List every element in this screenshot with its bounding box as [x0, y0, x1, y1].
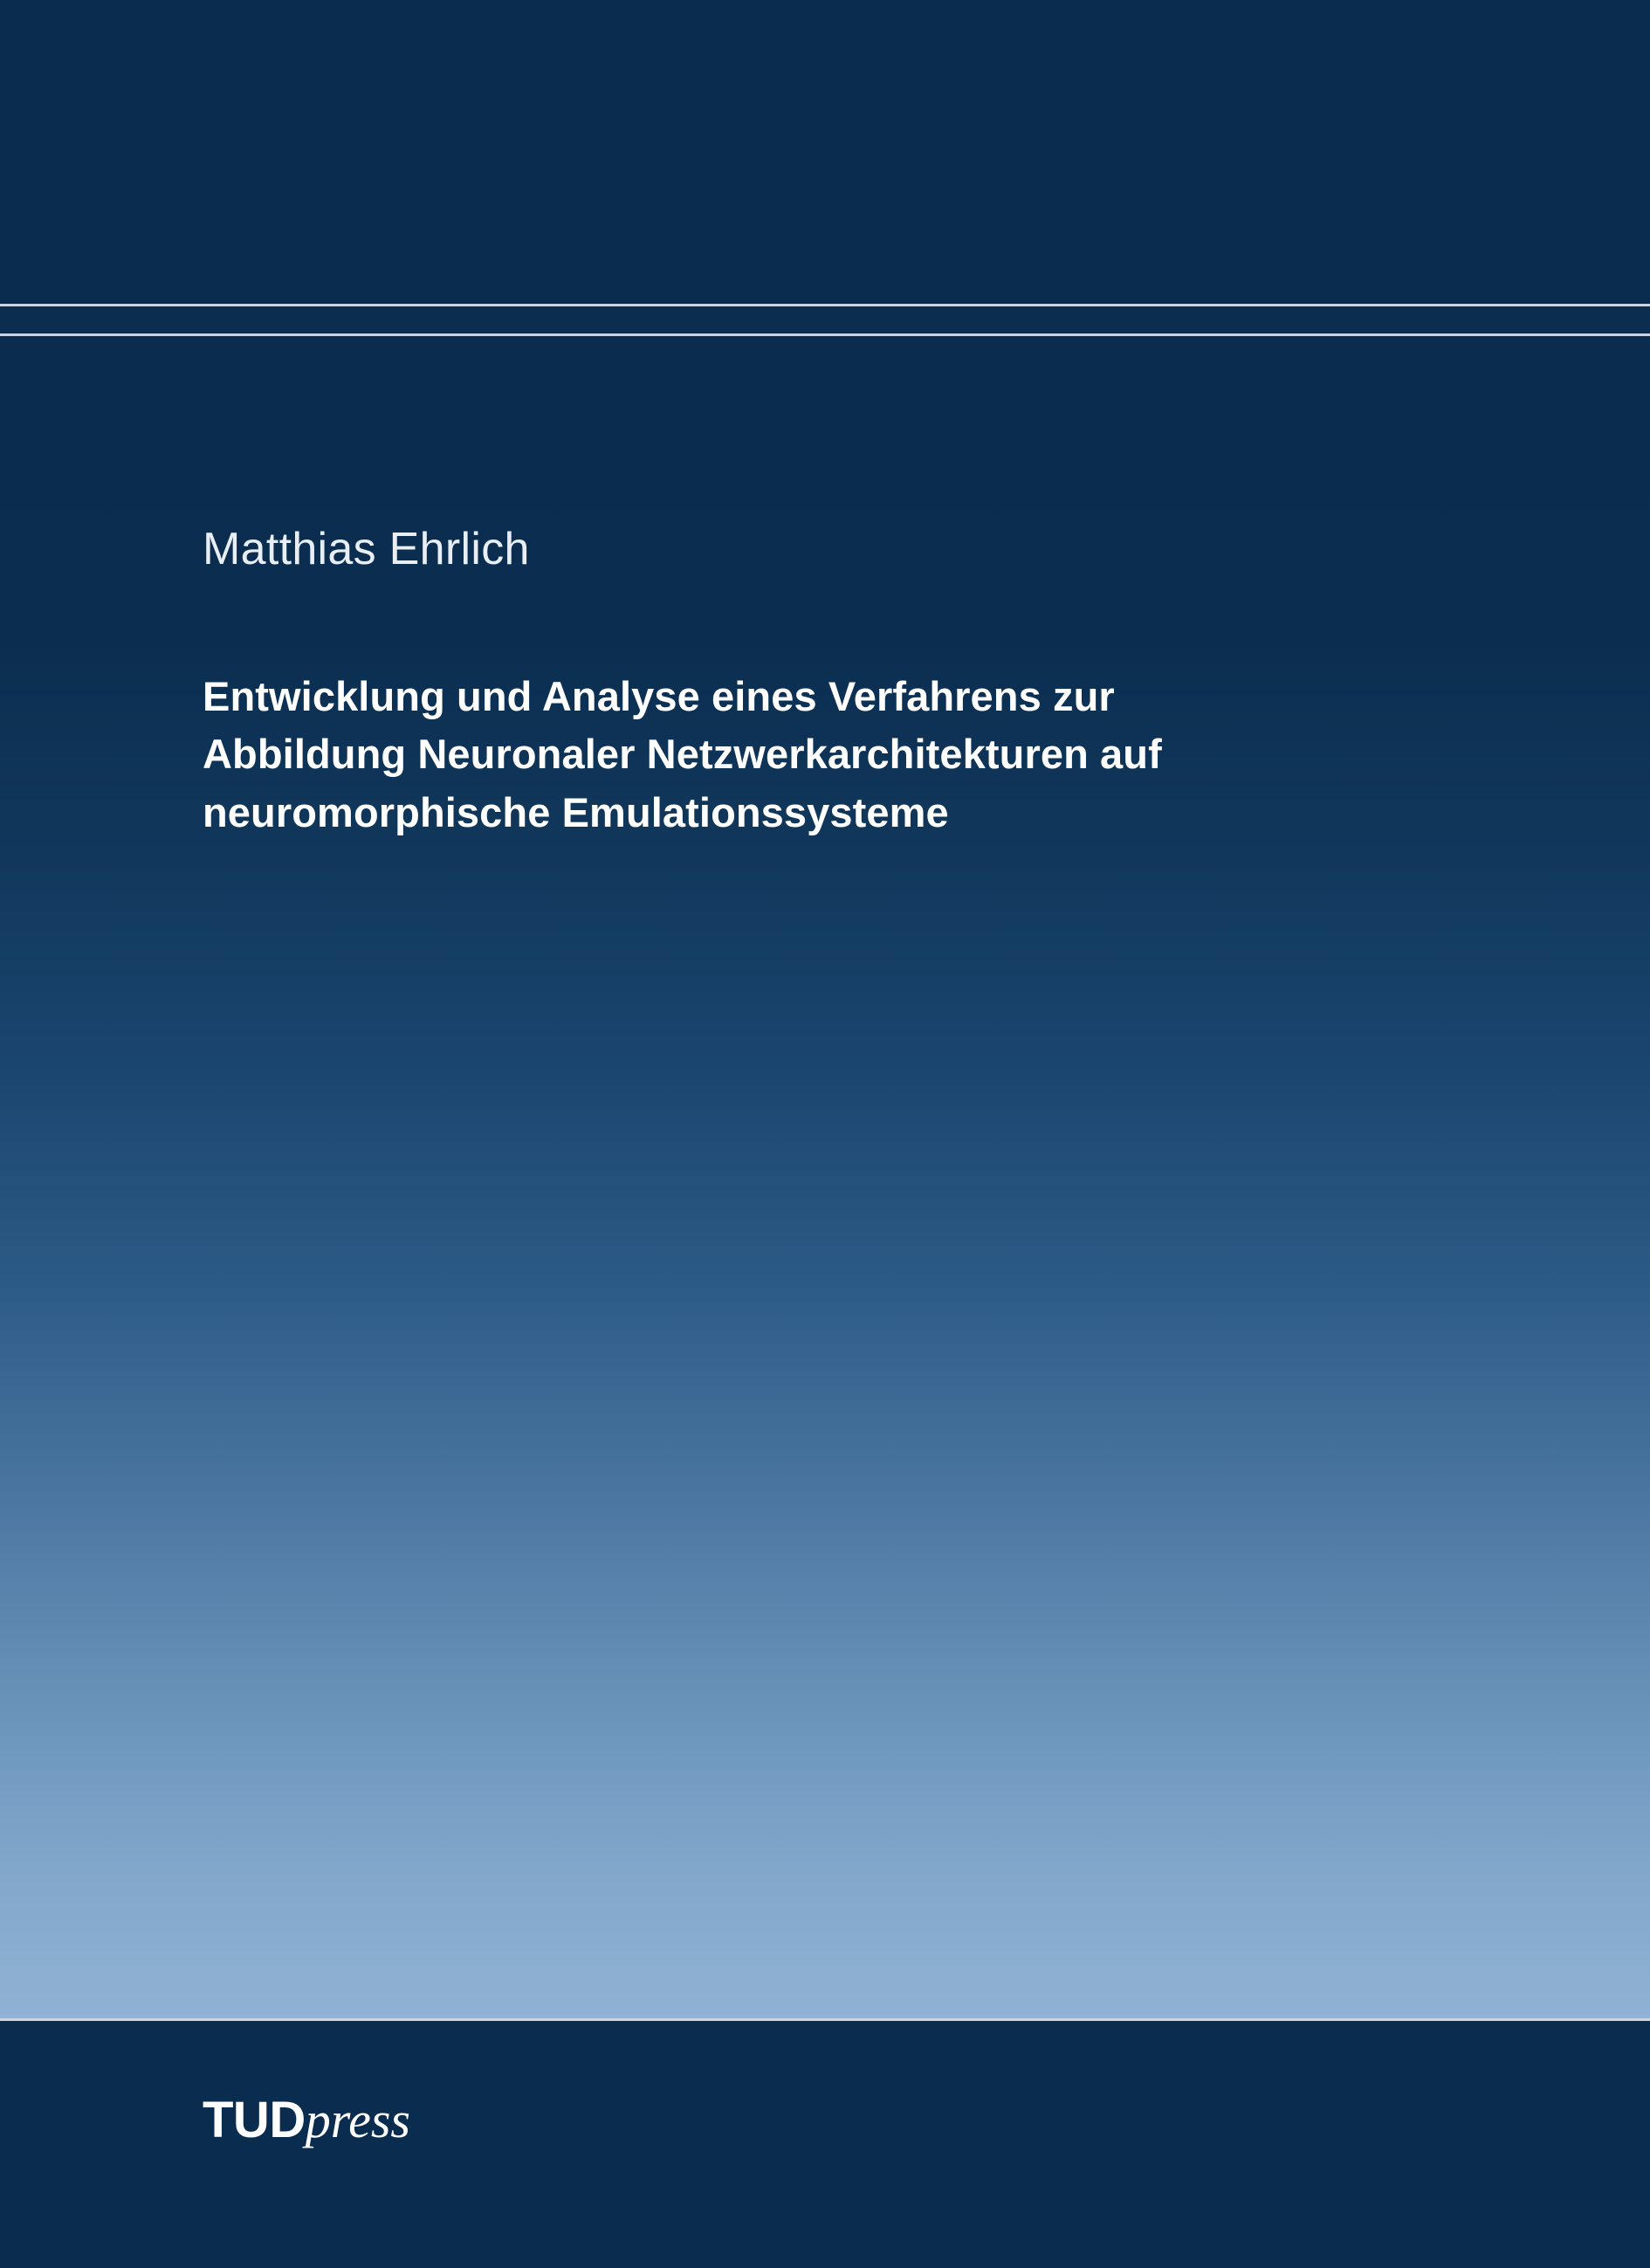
book-title [203, 668, 1372, 842]
title-line-1: Entwicklung und Analyse eines Verfahrens zur [203, 673, 1115, 719]
publisher-logo [203, 2092, 411, 2148]
divider-rule-top [0, 304, 1650, 306]
publisher-logo-primary: TUD [203, 2092, 306, 2148]
top-band [0, 0, 1650, 304]
title-line-3: neuromorphische Emulationssysteme [203, 788, 949, 835]
title-line-2: Abbildung Neuronaler Netzwerkarchitekturen auf [203, 731, 1162, 778]
author-name: Matthias Ehrlich [203, 524, 530, 574]
gradient-panel [0, 336, 1650, 2021]
publisher-logo-secondary: press [305, 2092, 411, 2148]
